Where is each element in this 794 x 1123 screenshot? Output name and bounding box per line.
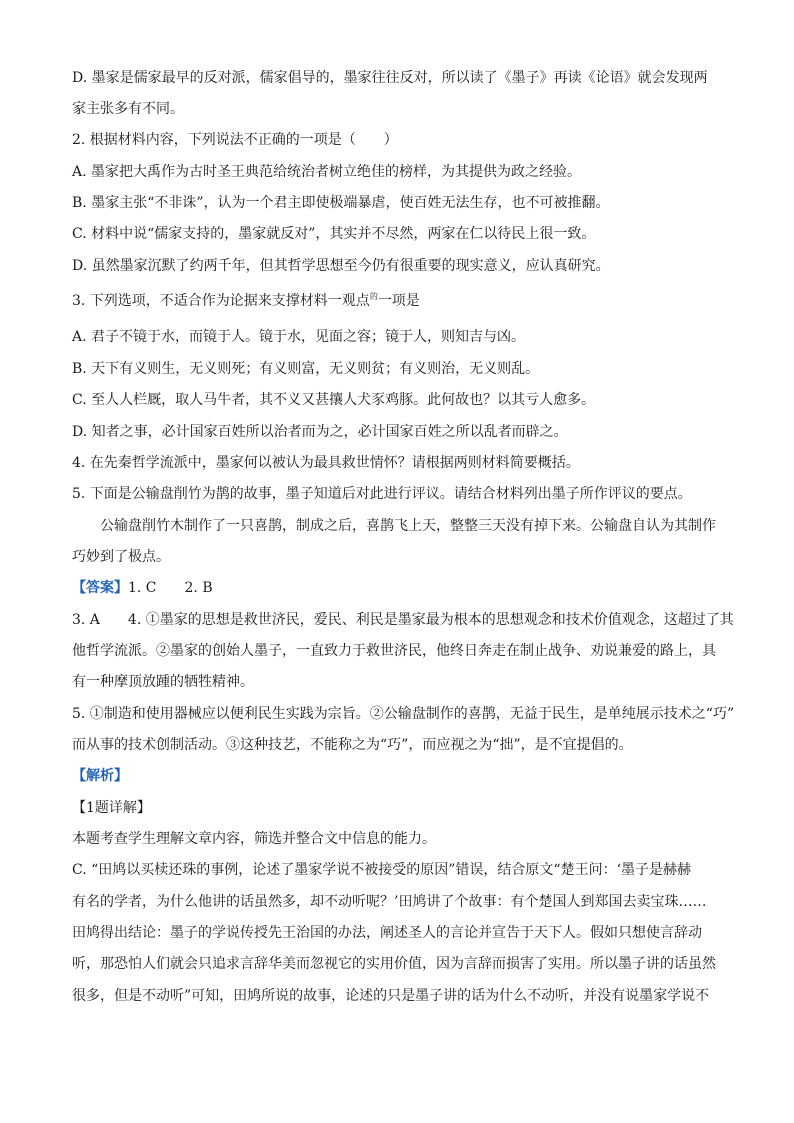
question-4: 4. 在先秦哲学流派中，墨家何以被认为最具救世情怀？请根据两则材料简要概括。 (72, 455, 580, 471)
answer-5-cont: 而从事的技术创制活动。③这种技艺，不能称之为“巧”，而应视之为“拙”，是不宜提倡的。 (72, 737, 633, 753)
q2-option-d: D. 虽然墨家沉默了约两千年，但其哲学思想至今仍有很重要的现实意义，应认真研究。 (72, 258, 610, 274)
q2-option-a: A. 墨家把大禹作为古时圣王典范给统治者树立绝佳的榜样，为其提供为政之经验。 (72, 164, 582, 180)
answer-5: 5. ①制造和使用器械应以便利民生实践为宗旨。②公输盘制作的喜鹊，无益于民生，是单纯展示技术之“巧” (72, 706, 735, 722)
answer-4-end: 有一种摩顶放踵的牺牲精神。 (72, 674, 254, 690)
question-5: 5. 下面是公输盘削竹为鹊的故事，墨子知道后对此进行评议。请结合材料列出墨子所作评议的要点。 (72, 486, 692, 502)
detail-text-3: 有名的学者，为什么他讲的话虽然多，却不动听呢？’田鸠讲了个故事：有个楚国人到郑国去卖宝珠…… (72, 894, 707, 910)
q1-detail-heading: 【1题详解】 (72, 800, 151, 816)
story-text: 公输盘削竹木制作了一只喜鹊，制成之后，喜鹊飞上天，整整三天没有掉下来。公输盘自认为其制作 (100, 518, 716, 534)
option-d-q1-cont: 家主张多有不同。 (72, 101, 184, 117)
answer-3-4: 3. A 4. ①墨家的思想是救世济民，爱民、利民是墨家最为根本的思想观念和技术价值观念，这超过了其 (72, 612, 734, 628)
q3-option-d: D. 知者之事，必计国家百姓所以治者而为之，必计国家百姓之所以乱者而辟之。 (72, 424, 568, 440)
detail-text-5: 听，那恐怕人们就会只追求言辞华美而忽视它的实用价值，因为言辞而损害了实用。所以墨子讲的话虽然 (72, 956, 716, 972)
story-text-cont: 巧妙到了极点。 (72, 549, 170, 565)
answer-1-2: 1. C 2. B (128, 580, 213, 596)
detail-text-6: 很多，但是不动听”可知，田鸠所说的故事，论述的只是墨子讲的话为什么不动听，并没有说墨家学说不 (72, 988, 710, 1004)
q2-option-b: B. 墨家主张“不非诛”，认为一个君主即使极端暴虐，使百姓无法生存，也不可被推翻。 (72, 195, 610, 211)
answer-label: 【答案】 (72, 580, 128, 596)
answer-line (72, 579, 213, 597)
question-3-text-a: 3. 下列选项，不适合作为论据来支撑材料一观点 (72, 293, 370, 309)
question-2: 2. 根据材料内容，下列说法不正确的一项是（ ） (72, 132, 398, 148)
question-3-superscript: 的 (369, 292, 378, 301)
q3-option-a: A. 君子不镜于水，而镜于人。镜于水，见面之容；镜于人，则知吉与凶。 (72, 329, 526, 345)
detail-text-4: 田鸠得出结论：墨子的学说传授先王治国的办法，阐述圣人的言论并宣告于天下人。假如只想使言辞动 (72, 925, 702, 941)
detail-text-1: 本题考查学生理解文章内容，筛选并整合文中信息的能力。 (72, 831, 436, 847)
question-3 (72, 292, 420, 312)
q3-option-c: C. 至人人栏厩，取人马牛者，其不义又甚攘人犬豕鸡豚。此何故也？以其亏人愈多。 (72, 392, 596, 408)
q2-option-c: C. 材料中说“儒家支持的，墨家就反对”，其实并不尽然，两家在仁以待民上很一致。 (72, 226, 596, 242)
detail-text-2: C. “田鸠以买椟还珠的事例，论述了墨家学说不被接受的原因”错误，结合原文“楚王问：‘墨子是赫赫 (72, 862, 692, 878)
analysis-label: 【解析】 (72, 768, 128, 784)
option-d-q1: D. 墨家是儒家最早的反对派，儒家倡导的，墨家往往反对，所以读了《墨子》再读《论语》就会发现两 (72, 70, 708, 86)
question-3-text-b: 一项是 (377, 293, 420, 309)
answer-4-cont: 他哲学流派。②墨家的创始人墨子，一直致力于救世济民，他终日奔走在制止战争、劝说兼爱的路上，具 (72, 643, 716, 659)
q3-option-b: B. 天下有义则生，无义则死；有义则富，无义则贫；有义则治，无义则乱。 (72, 361, 540, 377)
